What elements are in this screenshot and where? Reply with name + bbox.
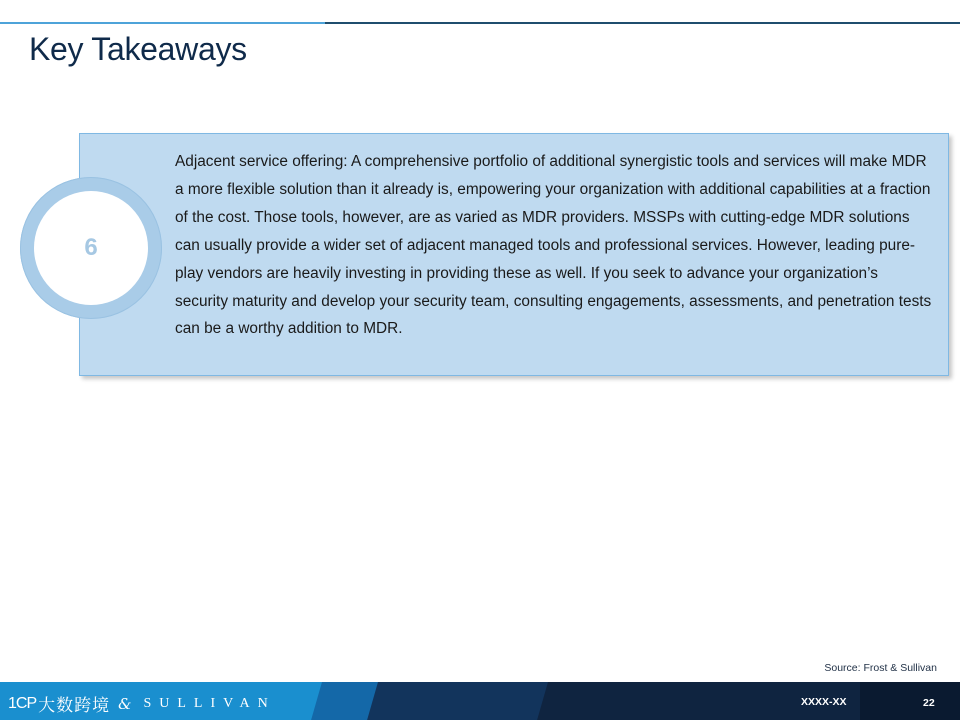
logo-chinese-text: 大数跨境 xyxy=(38,696,111,715)
takeaway-number-circle xyxy=(34,191,148,305)
page-title: Key Takeaways xyxy=(29,31,247,67)
logo-ampersand: & xyxy=(118,694,132,713)
footer-bar xyxy=(0,682,960,720)
header-rule-dark xyxy=(325,22,960,24)
takeaway-number: 6 xyxy=(84,234,98,261)
footer-right-block xyxy=(860,682,960,720)
header-rule-light xyxy=(0,22,325,24)
takeaway-text: Adjacent service offering: A comprehensive portfolio of additional synergistic tools and services will make MDR a more flexible solution than it already is, empowering your organization with additional capabilities at a fraction of the cost. Those tools, however, are as varied as MDR providers. MSSPs with cutting-edge MDR solutions can usually provide a wider set of adjacent managed tools and professional services. However, leading pure-play vendors are heavily investing in providing these as well. If you seek to advance your organization’s security maturity and develop your security team, consulting engagements, assessments, and penetration tests can be a worthy addition to MDR. xyxy=(175,153,932,338)
logo-sullivan-text: SULLIVAN xyxy=(143,695,276,711)
source-note: Source: Frost & Sullivan xyxy=(824,662,937,674)
takeaway-box xyxy=(79,133,949,376)
logo-mark: 1CP xyxy=(8,694,37,712)
footer-stripe xyxy=(367,682,548,720)
company-logo xyxy=(8,691,276,716)
footer-code: XXXX-XX xyxy=(801,696,847,708)
takeaway-number-ring xyxy=(20,177,162,319)
page-number: 22 xyxy=(923,697,935,709)
